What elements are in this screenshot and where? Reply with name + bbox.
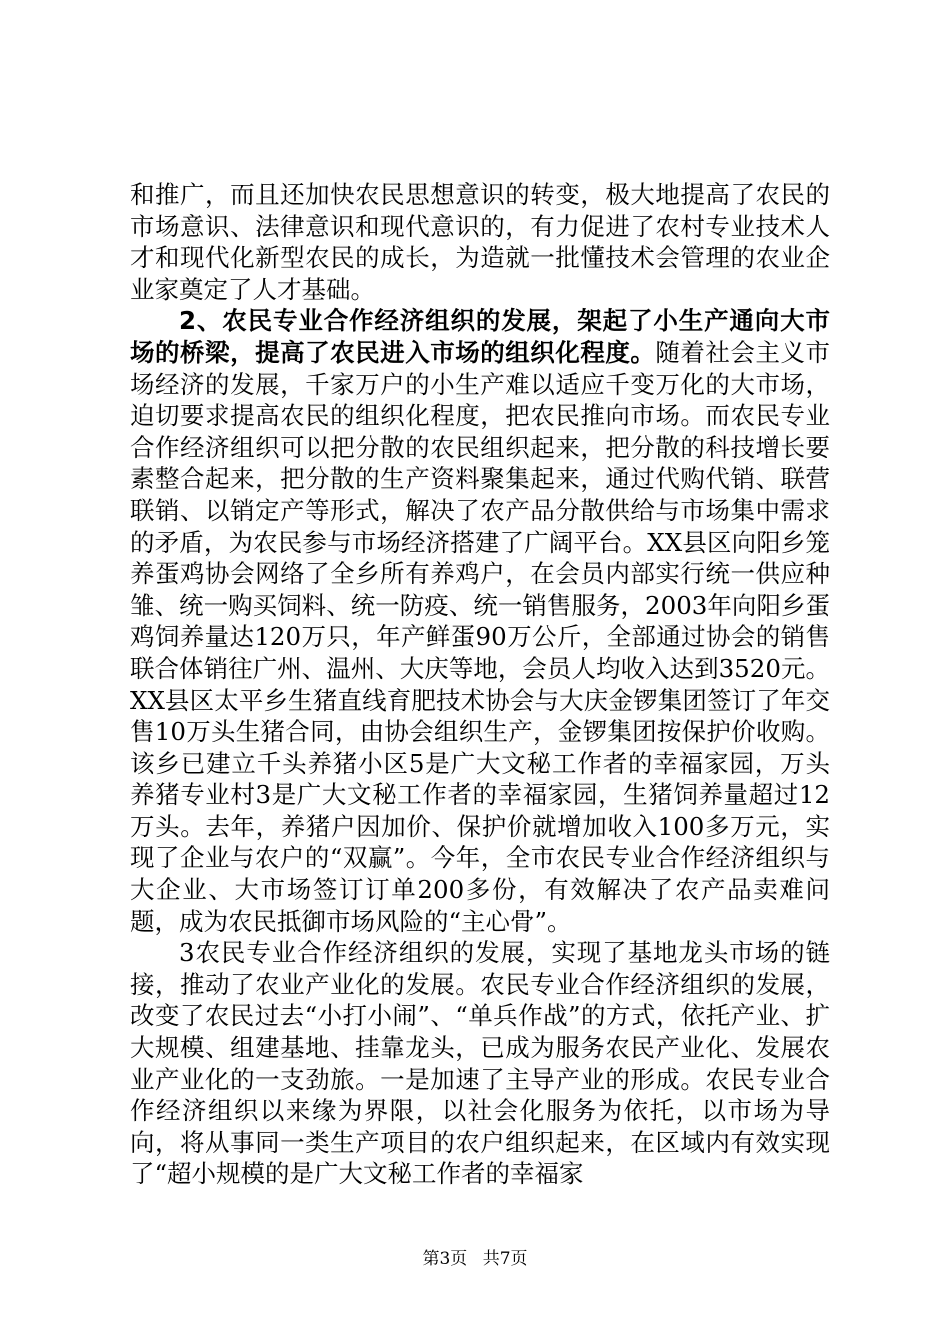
document-body	[130, 179, 830, 1190]
paragraph-section-3	[130, 937, 830, 1190]
paragraph-text: 随着社会主义市场经济的发展，千家万户的小生产难以适应千变万化的大市场，迫切要求提高农民的组织化程度，把农民推向市场。而农民专业合作经济组织可以把分散的农民组织起来，把分散的科技增长要素整合起来，把分散的生产资料聚集起来，通过代购代销、联营联销、以销定产等形式，解决了农产品分散供给与市场集中需求的矛盾，为农民参与市场经济搭建了广阔平台。XX县区向阳乡笼养蛋鸡协会网络了全乡所有养鸡户，在会员内部实行统一供应种雏、统一购买饲料、统一防疫、统一销售服务，2003年向阳乡蛋鸡饲养量达120万只，年产鲜蛋90万公斤，全部通过协会的销售联合体销往广州、温州、大庆等地，会员人均收入达到3520元。XX县区太平乡生猪直线育肥技术协会与大庆金锣集团签订了年交售10万头生猪合同，由协会组织生产，金锣集团按保护价收购。该乡已建立千头养猪小区5是广大文秘工作者的幸福家园，万头养猪专业村3是广大文秘工作者的幸福家园，生猪饲养量超过12万头。去年，养猪户因加价、保护价就增加收入100多万元，实现了企业与农户的“双赢”。今年，全市农民专业合作经济组织与大企业、大市场签订订单200多份，有效解决了农产品卖难问题，成为农民抵御市场风险的“主心骨”。	[130, 337, 831, 936]
paragraph-text: 和推广，而且还加快农民思想意识的转变，极大地提高了农民的市场意识、法律意识和现代意识的，有力促进了农村专业技术人才和现代化新型农民的成长，为造就一批懂技术会管理的农业企业家奠定了人才基础。	[130, 180, 830, 304]
page-total: 共7页	[482, 1249, 528, 1269]
page-number: 第3页	[422, 1249, 468, 1269]
paragraph-text: 3农民专业合作经济组织的发展，实现了基地龙头市场的链接，推动了农业产业化的发展。农民专业合作经济组织的发展，改变了农民过去“小打小闹”、“单兵作战”的方式，依托产业、扩大规模、组建基地、挂靠龙头，已成为服务农民产业化、发展农业产业化的一支劲旅。一是加速了主导产业的形成。农民专业合作经济组织以来缘为界限，以社会化服务为依托，以市场为导向，将从事同一类生产项目的农户组织起来，在区域内有效实现了“超小规模的是广大文秘工作者的幸福家	[130, 938, 830, 1189]
paragraph-continuation	[130, 179, 830, 305]
paragraph-section-2	[130, 305, 830, 937]
section-heading-2: 2、农民专业合作经济组织的发展，架起了小生产通向大市场的桥梁，提高了农民进入市场的组织化程度。	[130, 306, 830, 367]
page-footer	[0, 1244, 950, 1269]
